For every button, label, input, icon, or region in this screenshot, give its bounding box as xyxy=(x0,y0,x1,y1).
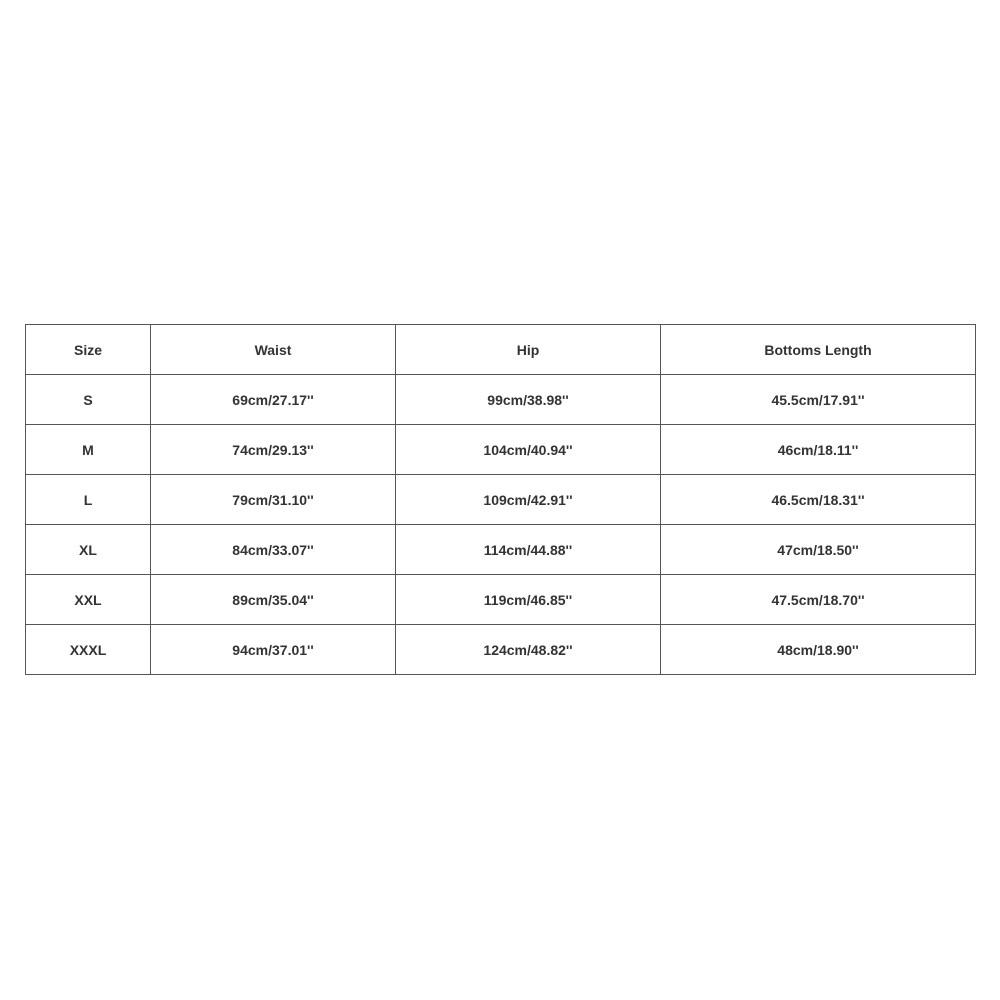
cell-size: S xyxy=(26,375,151,425)
cell-hip: 99cm/38.98'' xyxy=(396,375,661,425)
table-header-row xyxy=(26,325,976,375)
size-chart-table xyxy=(25,324,976,675)
table-row xyxy=(26,475,976,525)
cell-hip: 109cm/42.91'' xyxy=(396,475,661,525)
header-hip: Hip xyxy=(396,325,661,375)
cell-hip: 124cm/48.82'' xyxy=(396,625,661,675)
cell-waist: 94cm/37.01'' xyxy=(151,625,396,675)
header-size: Size xyxy=(26,325,151,375)
cell-bottoms-length: 47.5cm/18.70'' xyxy=(661,575,976,625)
cell-hip: 119cm/46.85'' xyxy=(396,575,661,625)
cell-hip: 114cm/44.88'' xyxy=(396,525,661,575)
cell-waist: 79cm/31.10'' xyxy=(151,475,396,525)
cell-bottoms-length: 45.5cm/17.91'' xyxy=(661,375,976,425)
cell-size: XXXL xyxy=(26,625,151,675)
cell-size: XXL xyxy=(26,575,151,625)
cell-waist: 84cm/33.07'' xyxy=(151,525,396,575)
header-bottoms-length: Bottoms Length xyxy=(661,325,976,375)
table-row xyxy=(26,625,976,675)
cell-waist: 89cm/35.04'' xyxy=(151,575,396,625)
cell-size: XL xyxy=(26,525,151,575)
cell-bottoms-length: 46cm/18.11'' xyxy=(661,425,976,475)
table-row xyxy=(26,425,976,475)
cell-hip: 104cm/40.94'' xyxy=(396,425,661,475)
cell-bottoms-length: 48cm/18.90'' xyxy=(661,625,976,675)
cell-size: M xyxy=(26,425,151,475)
cell-waist: 69cm/27.17'' xyxy=(151,375,396,425)
table-row xyxy=(26,375,976,425)
cell-waist: 74cm/29.13'' xyxy=(151,425,396,475)
table-row xyxy=(26,575,976,625)
cell-bottoms-length: 46.5cm/18.31'' xyxy=(661,475,976,525)
table-row xyxy=(26,525,976,575)
cell-bottoms-length: 47cm/18.50'' xyxy=(661,525,976,575)
header-waist: Waist xyxy=(151,325,396,375)
cell-size: L xyxy=(26,475,151,525)
